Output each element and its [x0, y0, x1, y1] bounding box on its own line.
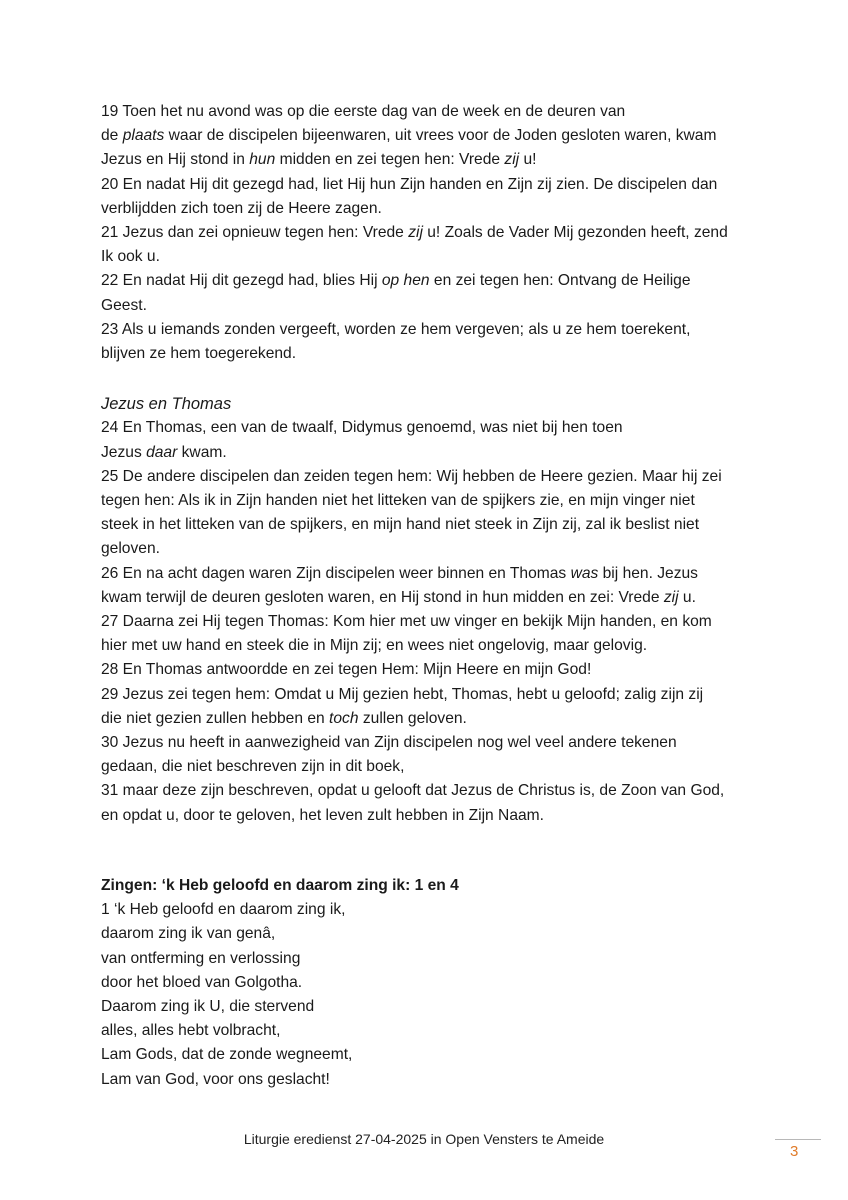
verse-text: 20 En nadat Hij dit gezegd had, liet Hij hun Zijn handen en Zijn zij zien. De discipelen dan: [101, 175, 718, 193]
verse-text: en zei tegen hen: Ontvang de Heilige: [429, 272, 691, 290]
verse-text: kwam terwijl de deuren gesloten waren, en Hij stond in hun midden en zei: Vrede: [101, 588, 664, 606]
song-line: alles, alles hebt volbracht,: [101, 1022, 281, 1040]
verse-line: [101, 100, 761, 124]
verse-text: 22 En nadat Hij dit gezegd had, blies Hij: [101, 272, 382, 290]
verse-line: [101, 245, 761, 269]
verse-text: u!: [519, 151, 537, 169]
scripture-passage-2: [101, 416, 761, 827]
verse-text: 23 Als u iemands zonden vergeeft, worden ze hem vergeven; als u ze hem toerekent,: [101, 320, 691, 338]
verse-text: 28 En Thomas antwoordde en zei tegen Hem: Mijn Heere en mijn God!: [101, 661, 592, 679]
verse-text: Ik ook u.: [101, 248, 160, 266]
italic-emphasis: toch: [329, 709, 359, 727]
verse-text: midden en zei tegen hen: Vrede: [275, 151, 505, 169]
verse-line: [101, 465, 761, 489]
verse-text: 30 Jezus nu heeft in aanwezigheid van Zijn discipelen nog wel veel andere tekenen: [101, 734, 677, 752]
verse-line: [101, 416, 761, 440]
footer-divider: [775, 1139, 821, 1140]
verse-text: tegen hen: Als ik in Zijn handen niet het litteken van de spijkers zie, en mijn vinger niet: [101, 492, 695, 510]
verse-text: kwam.: [177, 443, 227, 461]
song-line: daarom zing ik van genâ,: [101, 925, 276, 943]
verse-text: en opdat u, door te geloven, het leven zult hebben in Zijn Naam.: [101, 806, 544, 824]
verse-line: [101, 342, 761, 366]
verse-text: hier met uw hand en steek die in Mijn zij; en wees niet ongelovig, maar gelovig.: [101, 637, 648, 655]
verse-text: Geest.: [101, 296, 147, 314]
italic-emphasis: zij: [408, 224, 423, 242]
verse-line: [101, 441, 761, 465]
verse-text: blijven ze hem toegerekend.: [101, 345, 297, 363]
song-line: van ontferming en verlossing: [101, 949, 301, 967]
verse-line: [101, 779, 761, 803]
song-heading: Zingen: ‘k Heb geloofd en daarom zing ik: 1 en 4: [101, 876, 459, 894]
verse-line: [101, 221, 761, 245]
verse-text: 27 Daarna zei Hij tegen Thomas: Kom hier met uw vinger en bekijk Mijn handen, en kom: [101, 613, 712, 631]
verse-text: u! Zoals de Vader Mij gezonden heeft, zend: [422, 224, 728, 242]
verse-text: geloven.: [101, 540, 160, 558]
verse-text: 31 maar deze zijn beschreven, opdat u gelooft dat Jezus de Christus is, de Zoon van God,: [101, 782, 725, 800]
verse-line: [101, 562, 761, 586]
verse-text: gedaan, die niet beschreven zijn in dit boek,: [101, 758, 405, 776]
verse-line: [101, 294, 761, 318]
song-line: 1 ‘k Heb geloofd en daarom zing ik,: [101, 901, 346, 919]
song-line: door het bloed van Golgotha.: [101, 973, 303, 991]
verse-line: [101, 658, 761, 682]
footer-text: Liturgie eredienst 27-04-2025 in Open Vensters te Ameide: [243, 1131, 605, 1147]
italic-emphasis: op hen: [381, 272, 430, 290]
verse-line: [101, 755, 761, 779]
song-line: Daarom zing ik U, die stervend: [101, 997, 315, 1015]
verse-line: [101, 537, 761, 561]
verse-text: verblijdden zich toen zij de Heere zagen.: [101, 199, 382, 217]
italic-emphasis: zij: [663, 588, 679, 606]
verse-text: bij hen. Jezus: [598, 564, 698, 582]
verse-line: [101, 173, 761, 197]
verse-line: [101, 610, 761, 634]
verse-line: [101, 586, 761, 610]
song-line: Lam Gods, dat de zonde wegneemt,: [101, 1046, 353, 1064]
verse-line: [101, 197, 761, 221]
verse-text: 25 De andere discipelen dan zeiden tegen hem: Wij hebben de Heere gezien. Maar hij zei: [101, 467, 722, 485]
song-line: Lam van God, voor ons geslacht!: [101, 1070, 330, 1088]
verse-text: de: [101, 127, 123, 145]
verse-text: steek in het litteken van de spijkers, en mijn hand niet steek in Zijn zij, zal ik beslist niet: [101, 516, 700, 534]
verse-text: u.: [678, 588, 696, 606]
verse-text: waar de discipelen bijeenwaren, uit vrees voor de Joden gesloten waren, kwam: [164, 127, 717, 145]
verse-line: [101, 269, 761, 293]
page-content: [101, 100, 761, 1092]
verse-text: 21 Jezus dan zei opnieuw tegen hen: Vrede: [101, 224, 409, 242]
italic-emphasis: daar: [146, 443, 178, 461]
verse-line: [101, 318, 761, 342]
verse-line: [101, 148, 761, 172]
italic-emphasis: zij: [504, 151, 520, 169]
verse-line: [101, 683, 761, 707]
verse-line: [101, 804, 761, 828]
verse-line: [101, 731, 761, 755]
verse-text: Jezus en Hij stond in: [101, 151, 250, 169]
verse-text: 19 Toen het nu avond was op die eerste dag van de week en de deuren van: [101, 103, 626, 120]
verse-line: [101, 513, 761, 537]
verse-line: [101, 707, 761, 731]
verse-text: 24 En Thomas, een van de twaalf, Didymus genoemd, was niet bij hen toen: [101, 419, 623, 437]
verse-line: [101, 489, 761, 513]
italic-emphasis: plaats: [122, 127, 165, 145]
section-heading: Jezus en Thomas: [101, 395, 232, 414]
italic-emphasis: hun: [249, 151, 276, 169]
verse-text: Jezus: [101, 443, 147, 461]
song-lyrics: [101, 898, 761, 1092]
verse-text: 26 En na acht dagen waren Zijn discipelen weer binnen en Thomas: [101, 564, 571, 582]
verse-text: die niet gezien zullen hebben en: [101, 709, 330, 727]
verse-line: [101, 124, 761, 148]
italic-emphasis: was: [570, 564, 599, 582]
verse-text: 29 Jezus zei tegen hem: Omdat u Mij gezien hebt, Thomas, hebt u geloofd; zalig zijn zij: [101, 685, 704, 703]
page-number: 3: [790, 1143, 799, 1160]
verse-text: zullen geloven.: [358, 709, 467, 727]
scripture-passage-1: [101, 100, 761, 366]
verse-line: [101, 634, 761, 658]
